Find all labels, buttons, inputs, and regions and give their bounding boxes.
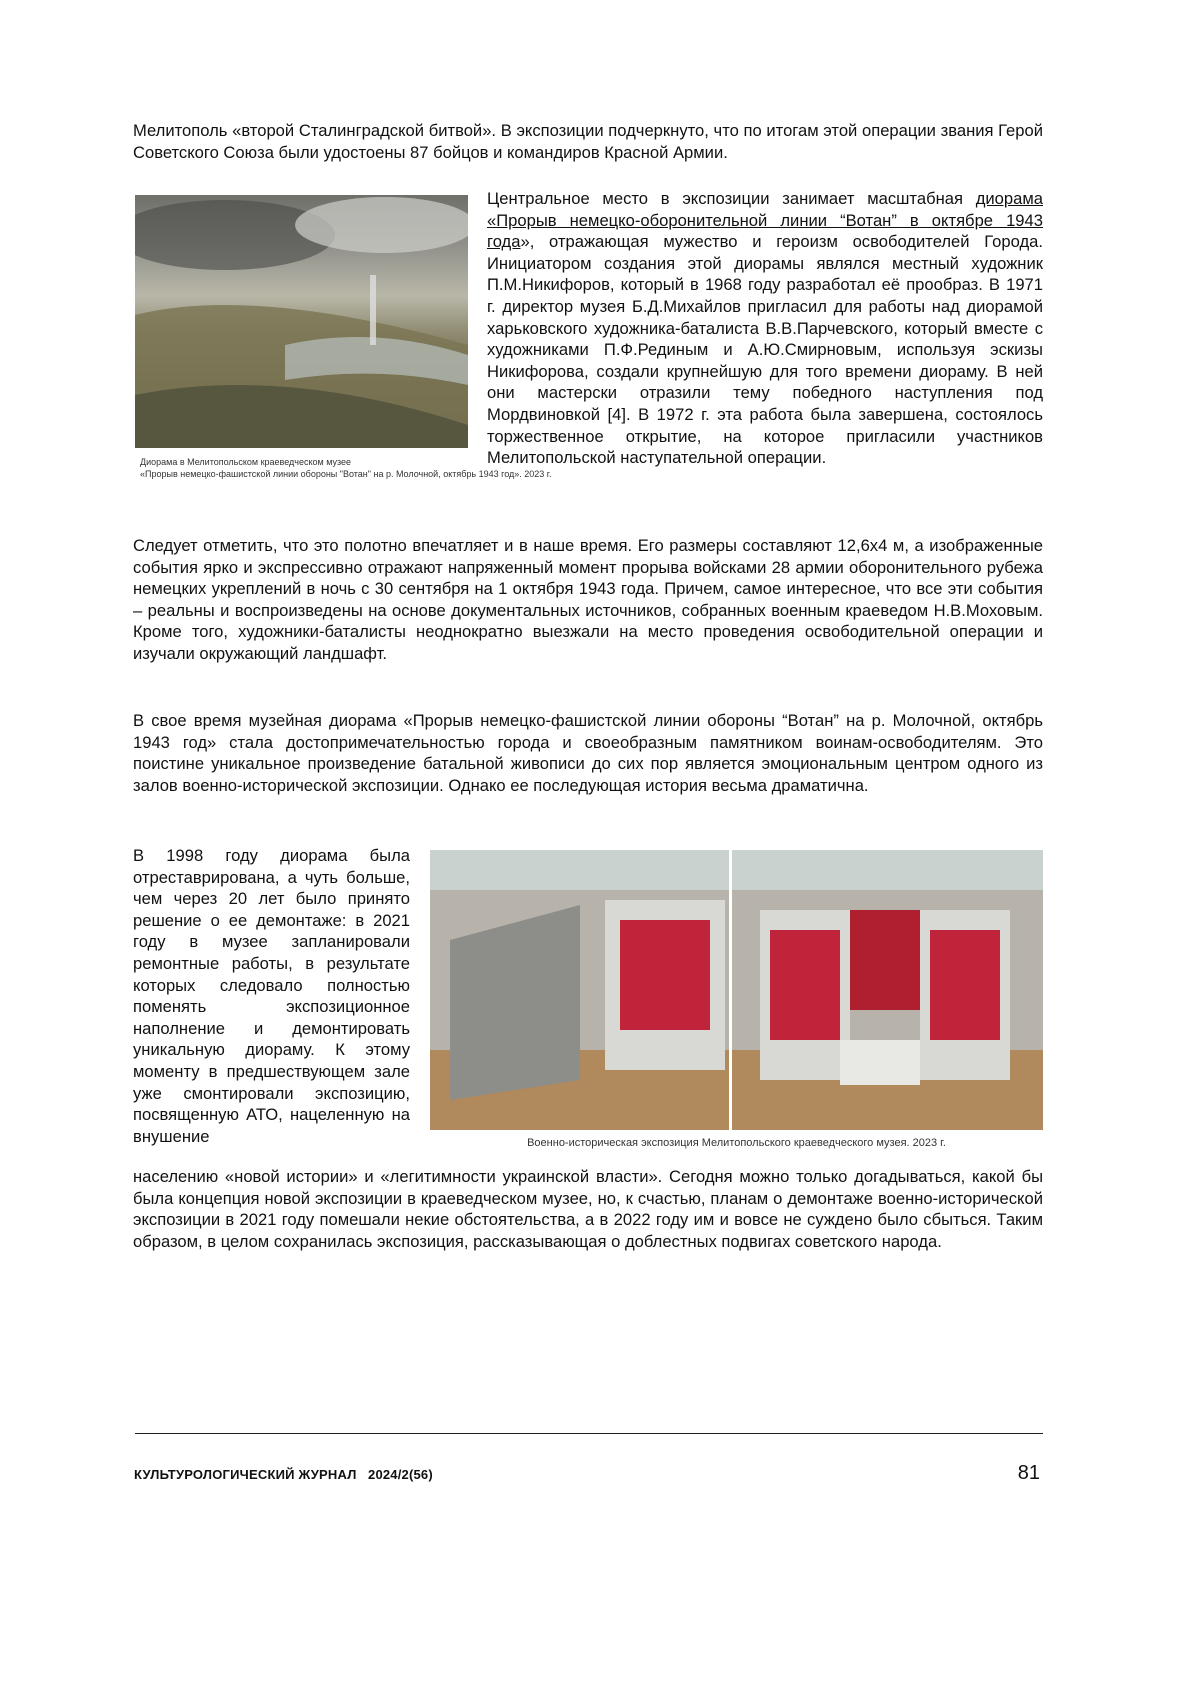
paragraph-intro: Мелитополь «второй Сталинградской битвой». В экспозиции подчеркнуто, что по итогам этой операции звания Герой Советского Союза были удостоены 87 бойцов и командиров Красной Армии. bbox=[133, 120, 1043, 163]
document-page bbox=[0, 0, 1200, 1697]
text: Центральное место в экспозиции занимает масштабная bbox=[487, 189, 976, 208]
exhibition-photo bbox=[430, 850, 1043, 1130]
paragraph-dimensions: Следует отметить, что это полотно впечатляет и в наше время. Его размеры составляют 12,6х4 м, а изображенные события ярко и экспрессивно отражают напряженный момент прорыва войсками 28 армии оборонительного рубежа немецких укреплений в ночь с 30 сентября на 1 октября 1943 года. Причем, самое интересное, что все эти события – реальны и воспроизведены на основе документальных источников, собранных военным краеведом Н.В.Моховым. Кроме того, художники-баталисты неоднократно выезжали на место проведения освободительной операции и изучали окружающий ландшафт. bbox=[133, 535, 1043, 665]
paragraph-history: В свое время музейная диорама «Прорыв немецко-фашистской линии обороны “Вотан” на р. Молочной, октябрь 1943 год» стала достопримечательностью города и своеобразным памятником воинам-освободителям. Это поистине уникальное произведение батальной живописи до сих пор является эмоциональным центром одного из залов военно-исторической экспозиции. Однако ее последующая история весьма драматична. bbox=[133, 710, 1043, 796]
diorama-photo bbox=[135, 195, 468, 448]
footer-divider bbox=[135, 1433, 1043, 1434]
paragraph-diorama bbox=[487, 188, 1043, 469]
diorama-link[interactable]: диорама «Прорыв немецко-оборонительной линии “Вотан” в октябре 1943 года bbox=[487, 189, 1043, 251]
caption-line: Диорама в Мелитопольском краеведческом музее bbox=[140, 456, 551, 468]
paragraph-restoration: В 1998 году диорама была отреставрирована, а чуть больше, чем через 20 лет было принято решение о ее демонтаже: в 2021 году в музее запланировали ремонтные работы, в результате которых следовало полностью поменять экспозиционное наполнение и демонтировать уникальную диораму. К этому моменту в предшествующем зале уже смонтировали экспозицию, посвященную АТО, нацеленную на внушение bbox=[133, 845, 410, 1147]
text: », отражающая мужество и героизм освободителей Города. Инициатором создания этой диорамы являлся местный художник П.М.Никифоров, который в 1968 году разработал её прообраз. В 1971 г. директор музея Б.Д.Михайлов пригласил для работы над диорамой харьковского художника-баталиста В.В.Парчевского, который вместе с художниками П.Ф.Рединым и А.Ю.Смирновым, используя эскизы Никифорова, создали крупнейшую для того времени диораму. В ней они мастерски отразили тему победного наступления под Мордвиновкой [4]. В 1972 г. эта работа была завершена, состоялось торжественное открытие, на которое пригласили участников Мелитопольской наступательной операции. bbox=[487, 232, 1043, 467]
journal-title: КУЛЬТУРОЛОГИЧЕСКИЙ ЖУРНАЛ 2024/2(56) bbox=[134, 1467, 433, 1482]
figure2-caption: Военно-историческая экспозиция Мелитопольского краеведческого музея. 2023 г. bbox=[430, 1137, 1043, 1149]
paragraph-restoration-continued: населению «новой истории» и «легитимности украинской власти». Сегодня можно только догадываться, какой бы была концепция новой экспозиции в краеведческом музее, но, к счастью, планам о демонтаже военно-исторической экспозиции в 2021 году помешали некие обстоятельства, а в 2022 году им и вовсе не суждено было сбыться. Таким образом, в целом сохранилась экспозиция, рассказывающая о доблестных подвигах советского народа. bbox=[133, 1166, 1043, 1252]
caption-line: «Прорыв немецко-фашистской линии обороны "Вотан" на р. Молочной, октябрь 1943 год». 2023 г. bbox=[140, 468, 551, 480]
page-number: 81 bbox=[1018, 1462, 1040, 1485]
